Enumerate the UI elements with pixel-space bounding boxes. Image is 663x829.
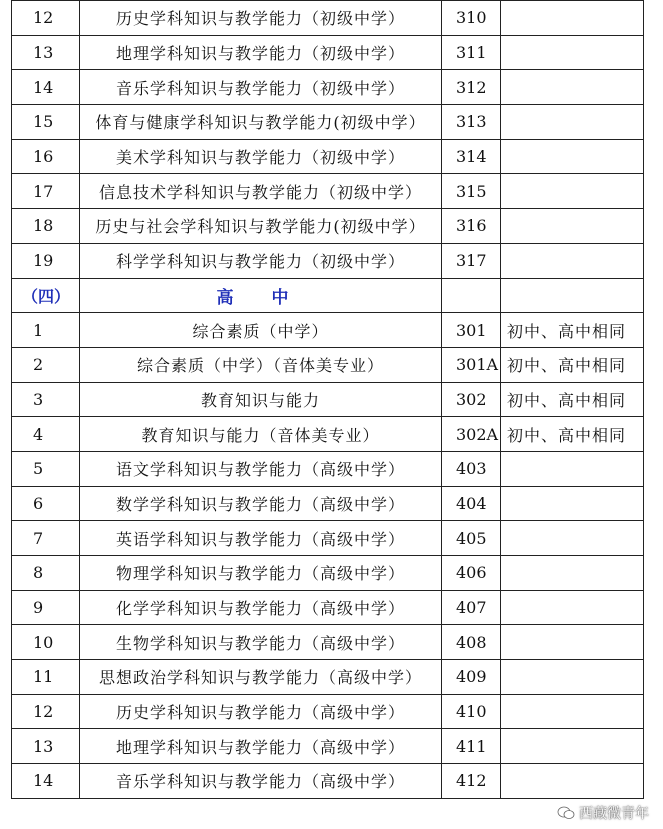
remark [501, 486, 644, 521]
table-row [12, 243, 644, 278]
row-number: 1 [12, 313, 80, 348]
remark: 初中、高中相同 [501, 382, 644, 417]
row-number: 12 [12, 694, 80, 729]
row-number: 17 [12, 174, 80, 209]
subject-name: 地理学科知识与教学能力（初级中学） [80, 35, 442, 70]
remark [501, 35, 644, 70]
row-number: 4 [12, 417, 80, 452]
subject-name: 历史学科知识与教学能力（初级中学） [80, 1, 442, 36]
row-number: 19 [12, 243, 80, 278]
remark [501, 521, 644, 556]
subject-code: 412 [442, 764, 501, 799]
subject-code: 301 [442, 313, 501, 348]
subject-code: 310 [442, 1, 501, 36]
watermark-text: 西藏微青年 [579, 806, 649, 822]
subject-name: 音乐学科知识与教学能力（高级中学） [80, 764, 442, 799]
row-number: 6 [12, 486, 80, 521]
subject-name: 音乐学科知识与教学能力（初级中学） [80, 70, 442, 105]
table-row [12, 764, 644, 799]
row-number: 13 [12, 35, 80, 70]
row-number: 14 [12, 70, 80, 105]
subject-code: 301A [442, 347, 501, 382]
table-row [12, 729, 644, 764]
table-row [12, 556, 644, 591]
remark [501, 764, 644, 799]
remark [501, 451, 644, 486]
table-row [12, 70, 644, 105]
subject-code: 405 [442, 521, 501, 556]
subject-code: 407 [442, 590, 501, 625]
row-number: 14 [12, 764, 80, 799]
subject-name: 综合素质（中学）（音体美专业） [80, 347, 442, 382]
subject-code: 410 [442, 694, 501, 729]
subject-name: 科学学科知识与教学能力（初级中学） [80, 243, 442, 278]
table-row [12, 694, 644, 729]
section-title: 高 中 [80, 278, 442, 313]
subject-code: 316 [442, 209, 501, 244]
remark [501, 70, 644, 105]
subject-code: 406 [442, 556, 501, 591]
remark [501, 209, 644, 244]
table-row [12, 313, 644, 348]
section-number: （四） [12, 278, 80, 313]
row-number: 13 [12, 729, 80, 764]
subject-name: 生物学科知识与教学能力（高级中学） [80, 625, 442, 660]
subject-code: 317 [442, 243, 501, 278]
subject-name: 物理学科知识与教学能力（高级中学） [80, 556, 442, 591]
subject-name: 思想政治学科知识与教学能力（高级中学） [80, 660, 442, 695]
remark [501, 625, 644, 660]
subject-name: 化学学科知识与教学能力（高级中学） [80, 590, 442, 625]
exam-subject-table [11, 0, 644, 799]
remark: 初中、高中相同 [501, 417, 644, 452]
subject-code: 403 [442, 451, 501, 486]
subject-code: 314 [442, 139, 501, 174]
row-number: 16 [12, 139, 80, 174]
table-row [12, 35, 644, 70]
remark [501, 174, 644, 209]
remark [501, 590, 644, 625]
subject-code: 411 [442, 729, 501, 764]
subject-name: 英语学科知识与教学能力（高级中学） [80, 521, 442, 556]
remark [501, 139, 644, 174]
remark [501, 660, 644, 695]
subject-code: 311 [442, 35, 501, 70]
subject-code: 312 [442, 70, 501, 105]
remark [501, 1, 644, 36]
subject-code: 404 [442, 486, 501, 521]
subject-name: 美术学科知识与教学能力（初级中学） [80, 139, 442, 174]
subject-name: 历史学科知识与教学能力（高级中学） [80, 694, 442, 729]
subject-name: 体育与健康学科知识与教学能力(初级中学） [80, 105, 442, 140]
table-row [12, 451, 644, 486]
subject-name: 综合素质（中学） [80, 313, 442, 348]
subject-name: 信息技术学科知识与教学能力（初级中学） [80, 174, 442, 209]
subject-code: 302A [442, 417, 501, 452]
row-number: 7 [12, 521, 80, 556]
subject-code: 408 [442, 625, 501, 660]
row-number: 8 [12, 556, 80, 591]
subject-name: 教育知识与能力 [80, 382, 442, 417]
table-row [12, 417, 644, 452]
subject-code: 302 [442, 382, 501, 417]
table-row [12, 139, 644, 174]
row-number: 18 [12, 209, 80, 244]
table-row [12, 590, 644, 625]
row-number: 12 [12, 1, 80, 36]
table-row [12, 625, 644, 660]
remark [501, 243, 644, 278]
subject-name: 语文学科知识与教学能力（高级中学） [80, 451, 442, 486]
remark [501, 105, 644, 140]
remark [501, 729, 644, 764]
wechat-icon [557, 806, 575, 820]
remark [501, 694, 644, 729]
remark [501, 556, 644, 591]
row-number: 15 [12, 105, 80, 140]
subject-code: 313 [442, 105, 501, 140]
subject-name: 地理学科知识与教学能力（高级中学） [80, 729, 442, 764]
subject-name: 历史与社会学科知识与教学能力(初级中学） [80, 209, 442, 244]
subject-code: 409 [442, 660, 501, 695]
table-row [12, 486, 644, 521]
subject-name: 数学学科知识与教学能力（高级中学） [80, 486, 442, 521]
row-number: 9 [12, 590, 80, 625]
empty-cell [501, 278, 644, 313]
row-number: 10 [12, 625, 80, 660]
table-row [12, 105, 644, 140]
remark: 初中、高中相同 [501, 313, 644, 348]
remark: 初中、高中相同 [501, 347, 644, 382]
subject-name: 教育知识与能力（音体美专业） [80, 417, 442, 452]
table-row [12, 382, 644, 417]
table-row [12, 1, 644, 36]
table-row [12, 174, 644, 209]
row-number: 2 [12, 347, 80, 382]
table-row [12, 521, 644, 556]
watermark [557, 803, 649, 823]
subject-code: 315 [442, 174, 501, 209]
row-number: 3 [12, 382, 80, 417]
table-body [12, 1, 644, 799]
table-row [12, 347, 644, 382]
row-number: 5 [12, 451, 80, 486]
row-number: 11 [12, 660, 80, 695]
table-row [12, 209, 644, 244]
section-header-row [12, 278, 644, 313]
table-row [12, 660, 644, 695]
empty-cell [442, 278, 501, 313]
